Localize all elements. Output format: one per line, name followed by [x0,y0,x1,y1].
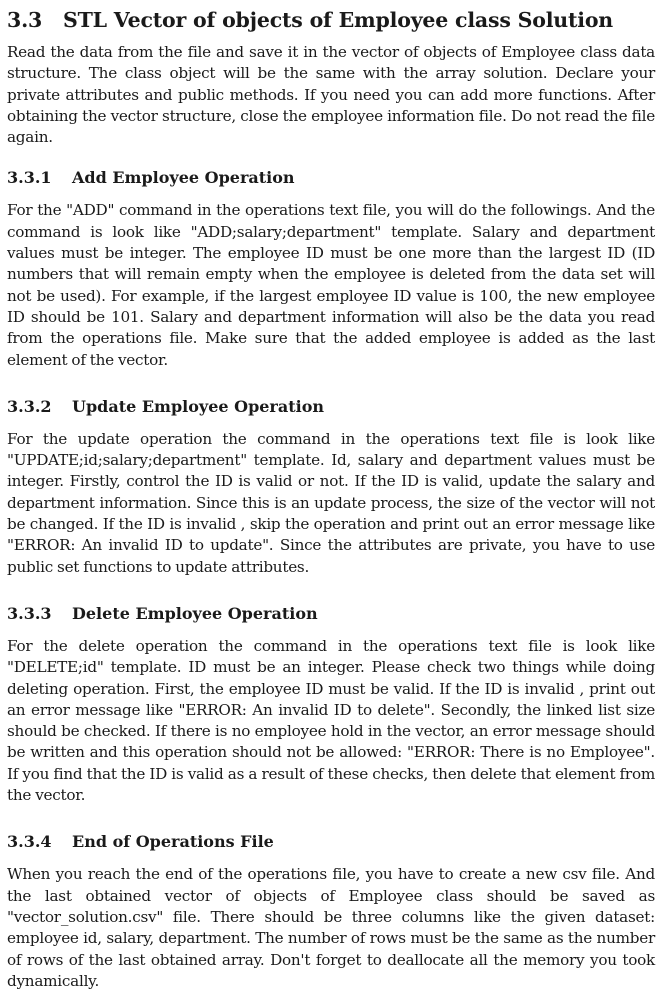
subsection-body-end: When you reach the end of the operations file, you have to create a new csv file. And the last obtained vector of objects of Employee class should be saved as "vector_solution.csv" file. There should be three columns like the given dataset: employee id, salary, department. The number of rows must be the same as the number of rows of the last obtained array. Don't forget to deallocate all the memory you took dynamically. [7,865,655,990]
subsection-number: 3.3.4 [7,832,52,852]
subsection-number: 3.3.1 [7,168,52,188]
subsection-heading-add [7,168,655,188]
subsection-body-update: For the update operation the command in the operations text file is look like "UPDATE;id;salary;department" template. Id, salary and department values must be integer. Firstly, control the ID is valid or not. If the ID is valid, update the salary and department information. Since this is an update process, the size of the vector will not be changed. If the ID is invalid , skip the operation and print out an error message like "ERROR: An invalid ID to update". Since the attributes are private, you have to use public set functions to update attributes. [7,429,655,576]
section-title: STL Vector of objects of Employee class Solution [63,8,614,32]
subsection-title: End of Operations File [72,832,274,852]
subsection-heading-delete [7,604,655,624]
subsection-number: 3.3.2 [7,396,52,416]
subsection-body-delete: For the delete operation the command in the operations text file is look like "DELETE;id" template. ID must be an integer. Please check two things while doing deleting operation. First, the employee ID must be valid. If the ID is invalid , print out an error message like "ERROR: An invalid ID to delete". Secondly, the linked list size should be checked. If there is no employee hold in the vector, an error message should be written and this operation should not be allowed: "ERROR: There is no Employee". If you find that the ID is valid as a result of these checks, then delete that element from the vector. [7,636,655,805]
subsection-number: 3.3.3 [7,603,52,623]
section-number: 3.3 [7,8,43,32]
subsection-heading-update [7,397,655,417]
section-intro-paragraph: Read the data from the file and save it in the vector of objects of Employee class data structure. The class object will be the same with the array solution. Declare your private attributes and public methods. If you need you can add more functions. After obtaining the vector structure, close the employee information file. Do not read the file again. [7,43,655,147]
subsection-heading-end [7,832,655,852]
subsection-body-add: For the "ADD" command in the operations text file, you will do the followings. And the command is look like "ADD;salary;department" template. Salary and department values must be integer. The employee ID must be one more than the largest ID (ID numbers that will remain empty when the employee is deleted from the data set will not be used). For example, if the largest employee ID value is 100, the new employee ID should be 101. Salary and department information will also be the data you read from the operations file. Make sure that the added employee is added as the last element of the vector. [7,201,655,369]
subsection-title: Delete Employee Operation [72,603,318,623]
section-heading [7,0,655,32]
subsection-title: Update Employee Operation [72,396,324,416]
subsection-title: Add Employee Operation [72,168,295,188]
